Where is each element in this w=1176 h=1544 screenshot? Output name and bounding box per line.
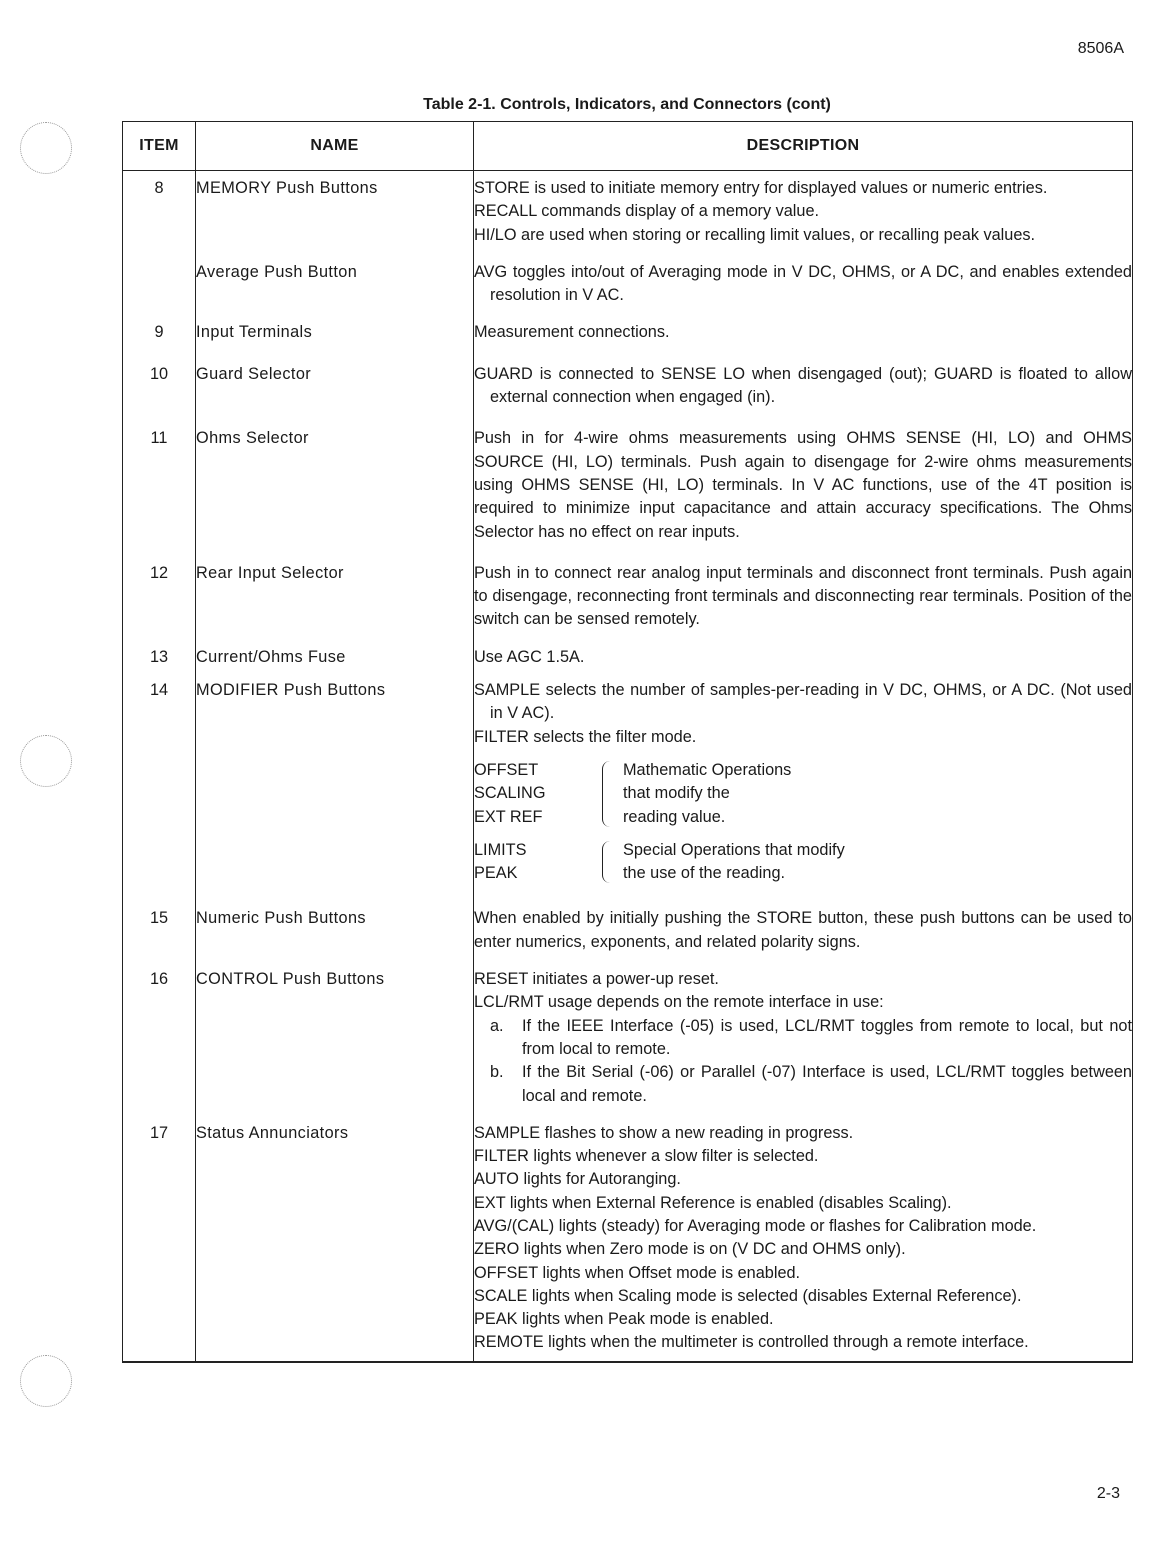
item-number bbox=[123, 251, 196, 312]
item-number-text bbox=[123, 251, 195, 261]
item-name-text: Numeric Push Buttons bbox=[196, 909, 366, 928]
table-header-row bbox=[123, 122, 1133, 171]
item-description bbox=[474, 636, 1133, 673]
item-name-text: MODIFIER Push Buttons bbox=[196, 681, 386, 700]
modifier-key: SCALING bbox=[474, 784, 546, 803]
description-paragraph: FILTER selects the filter mode. bbox=[474, 727, 697, 746]
table-row bbox=[123, 171, 1133, 251]
controls-table bbox=[122, 121, 1133, 1363]
item-name bbox=[196, 958, 474, 1112]
table-row bbox=[123, 1112, 1133, 1362]
item-description bbox=[474, 349, 1133, 414]
item-name bbox=[196, 1112, 474, 1362]
item-description bbox=[474, 311, 1133, 348]
binder-hole bbox=[20, 122, 72, 174]
brace-icon bbox=[602, 841, 619, 884]
page-number: 2-3 bbox=[1096, 1485, 1120, 1502]
description-paragraph: RESET initiates a power-up reset. bbox=[474, 970, 719, 989]
sub-item bbox=[474, 1061, 1132, 1108]
table-row bbox=[123, 958, 1133, 1112]
item-name bbox=[196, 251, 474, 312]
binder-hole bbox=[20, 1355, 72, 1407]
sub-item bbox=[474, 1015, 1132, 1062]
description-paragraph: STORE is used to initiate memory entry for displayed values or numeric entries. bbox=[474, 179, 1048, 197]
description-paragraph: Push in to connect rear analog input terminals and disconnect front terminals. Push again to disengage, reconnecting front terminals and disconnecting rear terminals. Position of the switch can be sensed remotely. bbox=[474, 563, 1132, 629]
item-number bbox=[123, 171, 196, 251]
brace-group bbox=[474, 839, 1132, 886]
item-name-text: Rear Input Selector bbox=[196, 563, 344, 582]
table-row bbox=[123, 897, 1133, 958]
item-number bbox=[123, 349, 196, 414]
item-number-text: 14 bbox=[149, 681, 169, 700]
description-paragraph: Push in for 4-wire ohms measurements using OHMS SENSE (HI, LO) and OHMS SOURCE (HI, LO) terminals. Push again to disengage for 2-wire ohms measurements using OHMS SENSE (HI, LO) terminals. In V AC functions, use of the 4T position is required to minimize input capacitance and attain accuracy specifications. The Ohms Selector has no effect on rear inputs. bbox=[474, 429, 1132, 541]
item-number-text: 17 bbox=[149, 1123, 169, 1142]
item-name-text: Status Annunciators bbox=[196, 1123, 349, 1142]
item-description bbox=[474, 673, 1133, 897]
modifier-key: OFFSET bbox=[474, 760, 539, 779]
item-description bbox=[474, 1112, 1133, 1362]
table-row bbox=[123, 413, 1133, 547]
header-description: DESCRIPTION bbox=[474, 122, 1133, 171]
item-number-text: 16 bbox=[149, 970, 169, 989]
item-number bbox=[123, 311, 196, 348]
modifier-key: EXT REF bbox=[474, 807, 543, 826]
table-row bbox=[123, 251, 1133, 312]
description-paragraph: AVG/(CAL) lights (steady) for Averaging mode or flashes for Calibration mode. bbox=[474, 1216, 1037, 1235]
item-number bbox=[123, 636, 196, 673]
item-description bbox=[474, 413, 1133, 547]
item-description bbox=[474, 897, 1133, 958]
item-number-text: 13 bbox=[149, 647, 169, 666]
item-number-text: 10 bbox=[149, 364, 169, 383]
item-name-text: MEMORY Push Buttons bbox=[196, 179, 378, 197]
description-paragraph: SAMPLE flashes to show a new reading in progress. bbox=[474, 1123, 854, 1142]
item-name bbox=[196, 311, 474, 348]
item-description bbox=[474, 251, 1133, 312]
item-number-text: 9 bbox=[154, 323, 164, 342]
description-paragraph: RECALL commands display of a memory value. bbox=[474, 202, 820, 221]
item-name bbox=[196, 673, 474, 897]
table-caption: Table 2-1. Controls, Indicators, and Connectors (cont) bbox=[423, 96, 831, 113]
binder-hole bbox=[20, 735, 72, 787]
description-paragraph: FILTER lights whenever a slow filter is selected. bbox=[474, 1147, 819, 1166]
description-paragraph: PEAK lights when Peak mode is enabled. bbox=[474, 1310, 774, 1329]
modifier-key: PEAK bbox=[474, 864, 518, 883]
item-description bbox=[474, 171, 1133, 251]
item-name-text: Average Push Button bbox=[196, 262, 358, 281]
item-number-text: 15 bbox=[149, 909, 169, 928]
item-number bbox=[123, 413, 196, 547]
modifier-description: the use of the reading. bbox=[623, 864, 786, 883]
item-name bbox=[196, 413, 474, 547]
description-paragraph: SCALE lights when Scaling mode is selected (disables External Reference). bbox=[474, 1286, 1022, 1305]
description-paragraph: When enabled by initially pushing the STORE button, these push buttons can be used to enter numerics, exponents, and related polarity signs. bbox=[474, 909, 1132, 951]
brace-group bbox=[474, 759, 1132, 829]
item-number-text: 12 bbox=[149, 563, 169, 582]
modifier-description: reading value. bbox=[623, 807, 726, 826]
sub-item-text: If the IEEE Interface (-05) is used, LCL/RMT toggles from remote to local, but not from local to remote. bbox=[522, 1016, 1132, 1058]
table-row bbox=[123, 548, 1133, 636]
item-name-text: Guard Selector bbox=[196, 364, 312, 383]
table-row bbox=[123, 349, 1133, 414]
sub-item-text: If the Bit Serial (-06) or Parallel (-07) Interface is used, LCL/RMT toggles between local and remote. bbox=[522, 1063, 1132, 1105]
item-number bbox=[123, 548, 196, 636]
item-name bbox=[196, 171, 474, 251]
description-paragraph: REMOTE lights when the multimeter is controlled through a remote interface. bbox=[474, 1333, 1029, 1352]
table-row bbox=[123, 311, 1133, 348]
description-paragraph: EXT lights when External Reference is enabled (disables Scaling). bbox=[474, 1193, 952, 1212]
table-body bbox=[123, 171, 1133, 1362]
item-number bbox=[123, 1112, 196, 1362]
sub-item-label: a. bbox=[490, 1016, 504, 1035]
description-paragraph: OFFSET lights when Offset mode is enabled. bbox=[474, 1263, 801, 1282]
item-number-text: 11 bbox=[150, 429, 168, 448]
table-row bbox=[123, 673, 1133, 897]
item-name bbox=[196, 349, 474, 414]
table-row bbox=[123, 636, 1133, 673]
item-number bbox=[123, 897, 196, 958]
sub-item-label: b. bbox=[490, 1063, 504, 1082]
item-number bbox=[123, 673, 196, 897]
header-name: NAME bbox=[196, 122, 474, 171]
description-paragraph: LCL/RMT usage depends on the remote interface in use: bbox=[474, 993, 884, 1012]
item-name-text: Input Terminals bbox=[196, 323, 313, 342]
modifier-description: that modify the bbox=[623, 784, 730, 803]
item-name bbox=[196, 548, 474, 636]
item-description bbox=[474, 958, 1133, 1112]
item-number-text: 8 bbox=[154, 179, 164, 197]
description-paragraph: HI/LO are used when storing or recalling limit values, or recalling peak values. bbox=[474, 225, 1036, 244]
document-id: 8506A bbox=[1077, 40, 1124, 57]
item-name-text: CONTROL Push Buttons bbox=[196, 970, 385, 989]
description-paragraph: AUTO lights for Autoranging. bbox=[474, 1170, 681, 1189]
modifier-description: Mathematic Operations bbox=[623, 760, 792, 779]
header-item: ITEM bbox=[123, 122, 196, 171]
description-paragraph: SAMPLE selects the number of samples-per-reading in V DC, OHMS, or A DC. (Not used in V AC). bbox=[474, 681, 1132, 723]
description-paragraph: ZERO lights when Zero mode is on (V DC and OHMS only). bbox=[474, 1240, 906, 1259]
modifier-key: LIMITS bbox=[474, 840, 527, 859]
description-paragraph: GUARD is connected to SENSE LO when disengaged (out); GUARD is floated to allow external connection when engaged (in). bbox=[474, 364, 1132, 407]
description-paragraph: Measurement connections. bbox=[474, 323, 670, 342]
description-paragraph: Use AGC 1.5A. bbox=[474, 647, 585, 666]
item-description bbox=[474, 548, 1133, 636]
item-name-text: Current/Ohms Fuse bbox=[196, 647, 346, 666]
brace-icon bbox=[602, 761, 619, 827]
item-name bbox=[196, 636, 474, 673]
item-name bbox=[196, 897, 474, 958]
item-name-text: Ohms Selector bbox=[196, 429, 309, 448]
description-paragraph: AVG toggles into/out of Averaging mode in V DC, OHMS, or A DC, and enables extended resolution in V AC. bbox=[474, 262, 1132, 305]
modifier-description: Special Operations that modify bbox=[623, 840, 845, 859]
item-number bbox=[123, 958, 196, 1112]
